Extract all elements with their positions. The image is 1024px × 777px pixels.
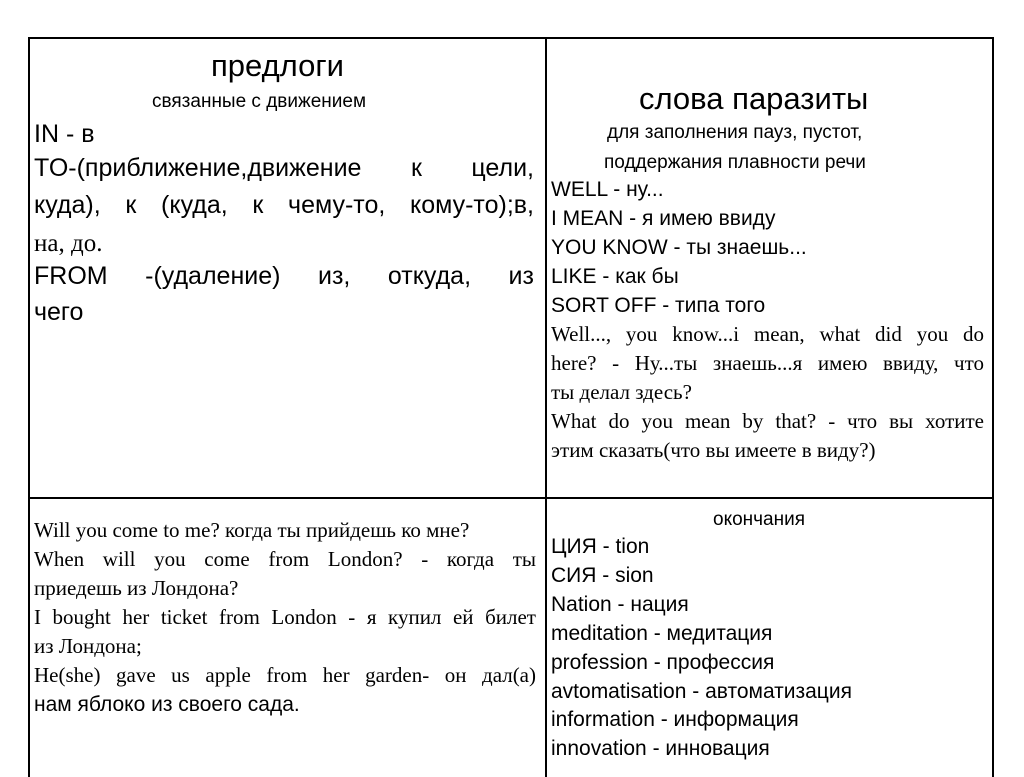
prepositions-line: IN - в: [34, 120, 95, 148]
filler-words-line: here? - Ну...ты знаешь...я имею ввиду, что: [551, 351, 984, 375]
prepositions-subtitle: связанные с движением: [152, 91, 367, 112]
prepositions-line: на, до.: [34, 230, 103, 257]
filler-words-line: Well..., you know...i mean, what did you do: [551, 322, 984, 346]
filler-words-line: What do you mean by that? - что вы хотите: [551, 409, 984, 433]
ending-line: avtomatisation - автоматизация: [551, 680, 852, 703]
example-line: I bought her ticket from London - я купил ей билет: [34, 605, 536, 629]
filler-words-line: I MEAN - я имею ввиду: [551, 207, 776, 230]
filler-words-subtitle: поддержания плавности речи: [604, 152, 866, 173]
example-line: He(she) gave us apple from her garden- он дал(а): [34, 663, 536, 687]
ending-line: СИЯ - sion: [551, 564, 654, 587]
ending-line: innovation - инновация: [551, 737, 770, 760]
ending-line: profession - профессия: [551, 651, 775, 674]
prepositions-title: предлоги: [211, 48, 344, 83]
examples-cell: [30, 499, 545, 768]
filler-words-title: слова паразиты: [639, 81, 869, 116]
prepositions-line: FROM -(удаление) из, откуда, из: [34, 262, 534, 290]
filler-words-line: SORT OFF - типа того: [551, 294, 766, 317]
filler-words-line: этим сказать(что вы имеете в виду?): [551, 438, 876, 462]
endings-title: окончания: [713, 509, 806, 530]
prepositions-line: куда), к (куда, к чему-то, кому-то);в,: [34, 191, 534, 219]
ending-line: information - информация: [551, 708, 799, 731]
filler-words-line: LIKE - как бы: [551, 265, 679, 288]
ending-line: meditation - медитация: [551, 622, 773, 645]
filler-words-line: YOU KNOW - ты знаешь...: [551, 236, 807, 259]
example-line: приедешь из Лондона?: [34, 576, 239, 600]
example-line: When will you come from London? - когда ты: [34, 547, 536, 571]
ending-line: ЦИЯ - tion: [551, 535, 650, 558]
prepositions-line: чего: [34, 298, 84, 326]
example-line: Will you come to me? когда ты прийдешь ко мне?: [34, 518, 470, 542]
filler-words-line: ты делал здесь?: [551, 380, 692, 404]
example-line: из Лондона;: [34, 634, 142, 658]
filler-words-cell: [547, 39, 992, 497]
ending-line: Nation - нация: [551, 593, 689, 616]
endings-cell: [547, 499, 992, 768]
prepositions-line: TO-(приближение,движение к цели,: [34, 154, 534, 182]
filler-words-subtitle: для заполнения пауз, пустот,: [607, 122, 863, 143]
filler-words-line: WELL - ну...: [551, 178, 664, 201]
example-line: нам яблоко из своего сада.: [34, 693, 300, 716]
prepositions-cell: [30, 39, 545, 497]
